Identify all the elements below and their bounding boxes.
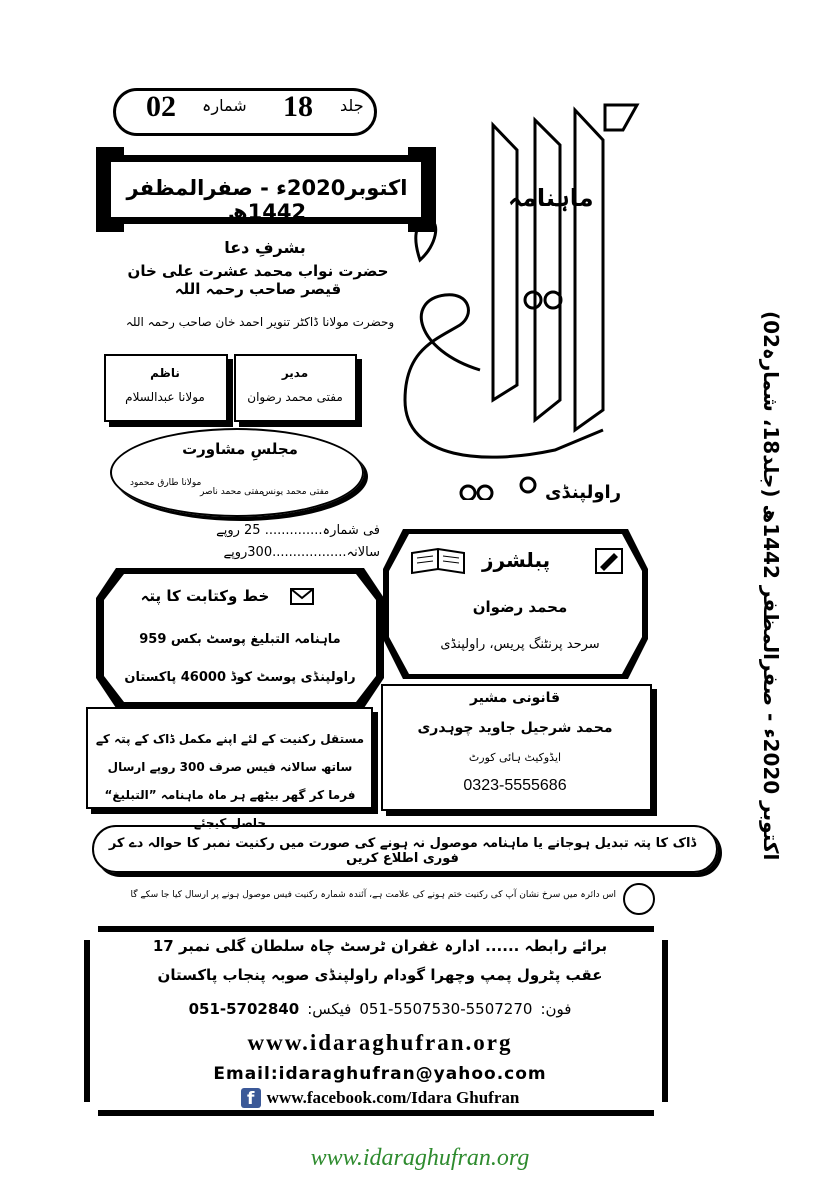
issue-label: شمارہ (202, 96, 247, 115)
publisher-name: محمد رضوان (472, 598, 568, 616)
facebook-icon: f (241, 1088, 261, 1108)
fax-value: 051-5702840 (188, 1000, 300, 1018)
contact-email: Email:idaraghufran@yahoo.com (213, 1064, 547, 1084)
legal-title: قانونی مشیر (469, 690, 561, 706)
volume-label: جلد (340, 96, 364, 115)
manager-title: ناظم (150, 366, 180, 380)
masthead-prefix: ماہنامہ (508, 184, 594, 212)
legal-phone: 0323-5555686 (463, 777, 567, 794)
correspondence-title: خط وکتابت کا پتہ (140, 587, 270, 605)
manager-box (104, 354, 228, 422)
price-annual: سالانہ..................300روپے (223, 545, 380, 560)
writing-hand-icon (594, 547, 624, 575)
editor-box (234, 354, 357, 422)
council-member-1: مفتی محمد یونس (262, 487, 330, 497)
patronage-heading: بشرفِ دعا (224, 238, 306, 257)
facebook-row (110, 1088, 650, 1108)
correspondence-line1: ماہنامہ التبلیغ پوسٹ بکس 959 (139, 632, 341, 647)
correspondence-line2: راولپنڈی پوسٹ کوڈ 46000 پاکستان (124, 670, 356, 685)
book-icon (410, 545, 466, 577)
contact-line1: برائے رابطہ ...... ادارہ غفران ٹرسٹ چاہ سلطان گلی نمبر 17 (152, 937, 608, 955)
legal-name: محمد شرجیل جاوید چوہدری (417, 720, 613, 736)
legal-role: ایڈوکیٹ ہائی کورٹ (468, 751, 562, 764)
masthead-calligraphy (375, 100, 645, 500)
phone-value: 051-5507530-5507270 (359, 1000, 533, 1018)
publisher-press: سرحد پرنٹنگ پریس، راولپنڈی (440, 637, 600, 652)
manager-name: مولانا عبدالسلام (125, 390, 205, 404)
contact-line2: عقب پٹرول پمپ وچھرا گودام راولپنڈی صوبہ پنجاب پاکستان (157, 966, 603, 984)
facebook-link: www.facebook.com/Idara Ghufran (266, 1088, 520, 1107)
fax-label: فیکس: (307, 1000, 352, 1018)
patronage-line2: وحضرت مولانا ڈاکٹر تنویر احمد خان صاحب رحمہ اللہ (125, 315, 395, 329)
date-banner: اکتوبر2020ء - صفرالمظفر 1442ھ (126, 176, 408, 224)
spine-text: اکتوبر 2020ء - صفرالمظفر 1442ھ (جلد18، شمارہ02) (759, 310, 783, 860)
council-title: مجلسِ مشاورت (182, 440, 298, 458)
editor-title: مدیر (281, 366, 309, 380)
editor-name: مفتی محمد رضوان (247, 390, 343, 404)
address-change-note: ڈاک کا پتہ تبدیل ہوجانے یا ماہنامہ موصول نہ ہونے کی صورت میں رکنیت نمبر کا حوالہ دے کر فوری اطلاع کریں (108, 836, 697, 866)
phone-label: فون: (540, 1000, 572, 1018)
publisher-title: پبلشرز (482, 548, 551, 572)
issue-number: 02 (146, 90, 176, 123)
patronage-line1: حضرت نواب محمد عشرت علی خان قیصر صاحب رحمہ اللہ (127, 262, 389, 298)
volume-number: 18 (283, 90, 313, 123)
footer-url: www.idaraghufran.org (310, 1145, 530, 1171)
renewal-note: اس دائرہ میں سرخ نشان آپ کی رکنیت ختم ہونے کی علامت ہے، آئندہ شمارہ رکنیت فیس موصول ہونے پر ارسال کیا جا سکے گا (130, 890, 616, 900)
contact-website: www.idaraghufran.org (247, 1030, 513, 1055)
envelope-icon (290, 588, 314, 605)
masthead-city: راولپنڈی (545, 482, 622, 503)
council-member-3: مولانا طارق محمود (130, 478, 202, 488)
council-member-2: مفتی محمد ناصر (200, 487, 264, 497)
price-per-issue: فی شمارہ.............. 25 روپے (216, 523, 380, 538)
contact-phones-row (150, 1000, 610, 1018)
subscription-note: مستقل رکنیت کے لئے اپنے مکمل ڈاک کے پتہ کے ساتھ سالانہ فیس صرف 300 روپے ارسال فرما کر گھر بیٹھے ہر ماہ ماہنامہ ”التبلیغ“ حاصل کیجئے (95, 732, 365, 830)
renewal-circle (623, 883, 655, 915)
